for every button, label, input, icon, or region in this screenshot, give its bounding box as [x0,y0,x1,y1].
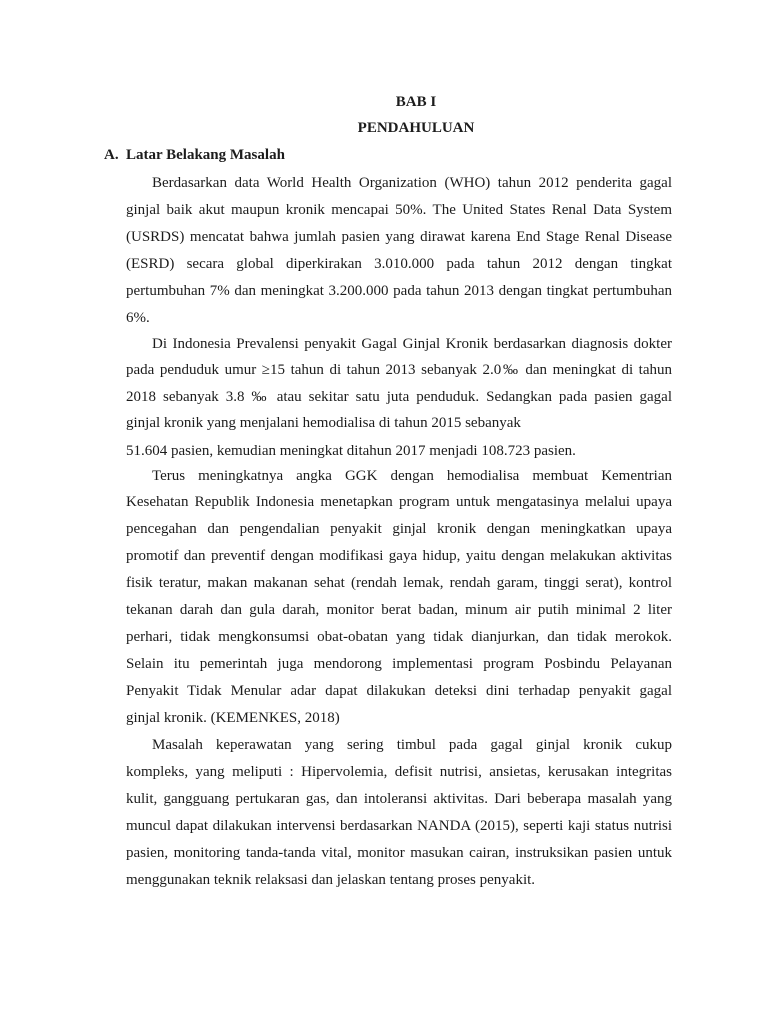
chapter-title: PENDAHULUAN [357,120,475,136]
paragraph-line: promotif dan preventif dengan modifikasi gaya hidup, yaitu dengan melakukan aktivitas [126,548,672,564]
paragraph-line: kompleks, yang meliputi : Hipervolemia, defisit nutrisi, ansietas, kerusakan integritas [126,764,672,780]
paragraph-line: Masalah keperawatan yang sering timbul pada gagal ginjal kronik cukup [152,737,672,753]
paragraph-line: 2018 sebanyak 3.8 ‰ atau sekitar satu juta penduduk. Sedangkan pada pasien gagal [126,389,672,405]
paragraph-line: 51.604 pasien, kemudian meningkat ditahun 2017 menjadi 108.723 pasien. [126,443,576,459]
section-number: A. [104,147,119,163]
paragraph-line: 6%. [126,310,150,326]
section-heading [104,147,285,164]
paragraph-line: pencegahan dan pengendalian penyakit ginjal kronik dengan meningkatkan upaya [126,521,672,537]
paragraph-line: Terus meningkatnya angka GGK dengan hemodialisa membuat Kementrian [152,468,672,484]
paragraph-line: Di Indonesia Prevalensi penyakit Gagal Ginjal Kronik berdasarkan diagnosis dokter [152,336,672,352]
section-title: Latar Belakang Masalah [126,147,285,163]
paragraph-line: pasien, monitoring tanda-tanda vital, monitor masukan cairan, instruksikan pasien untuk [126,845,672,861]
paragraph-line: pada penduduk umur ≥15 tahun di tahun 2013 sebanyak 2.0‰ dan meningkat di tahun [126,362,672,378]
paragraph-line: Berdasarkan data World Health Organization (WHO) tahun 2012 penderita gagal [152,175,672,191]
paragraph-line: (ESRD) secara global diperkirakan 3.010.000 pada tahun 2012 dengan tingkat [126,256,672,272]
paragraph-line: fisik teratur, makan makanan sehat (rendah lemak, rendah garam, tinggi serat), kontrol [126,575,672,591]
paragraph-line: tekanan darah dan gula darah, monitor berat badan, minum air putih minimal 2 liter [126,602,672,618]
paragraph-line: (USRDS) mencatat bahwa jumlah pasien yang dirawat karena End Stage Renal Disease [126,229,672,245]
chapter-number: BAB I [395,94,437,110]
paragraph-line: Kesehatan Republik Indonesia menetapkan program untuk mengatasinya melalui upaya [126,494,672,510]
paragraph-line: ginjal kronik yang menjalani hemodialisa di tahun 2015 sebanyak [126,415,521,431]
paragraph-line: pertumbuhan 7% dan meningkat 3.200.000 pada tahun 2013 dengan tingkat pertumbuhan [126,283,672,299]
paragraph-line: kulit, gangguang pertukaran gas, dan intoleransi aktivitas. Dari beberapa masalah yang [126,791,672,807]
paragraph-line: ginjal kronik. (KEMENKES, 2018) [126,710,340,726]
paragraph-line: menggunakan teknik relaksasi dan jelaskan tentang proses penyakit. [126,872,536,888]
paragraph-line: Penyakit Tidak Menular adar dapat dilakukan deteksi dini terhadap penyakit gagal [126,683,672,699]
paragraph-line: ginjal baik akut maupun kronik mencapai 50%. The United States Renal Data System [126,202,672,218]
paragraph-line: Selain itu pemerintah juga mendorong implementasi program Posbindu Pelayanan [126,656,672,672]
paragraph-line: perhari, tidak mengkonsumsi obat-obatan yang tidak dianjurkan, dan tidak merokok. [126,629,672,645]
paragraph-line: muncul dapat dilakukan intervensi berdasarkan NANDA (2015), seperti kaji status nutrisi [126,818,672,834]
